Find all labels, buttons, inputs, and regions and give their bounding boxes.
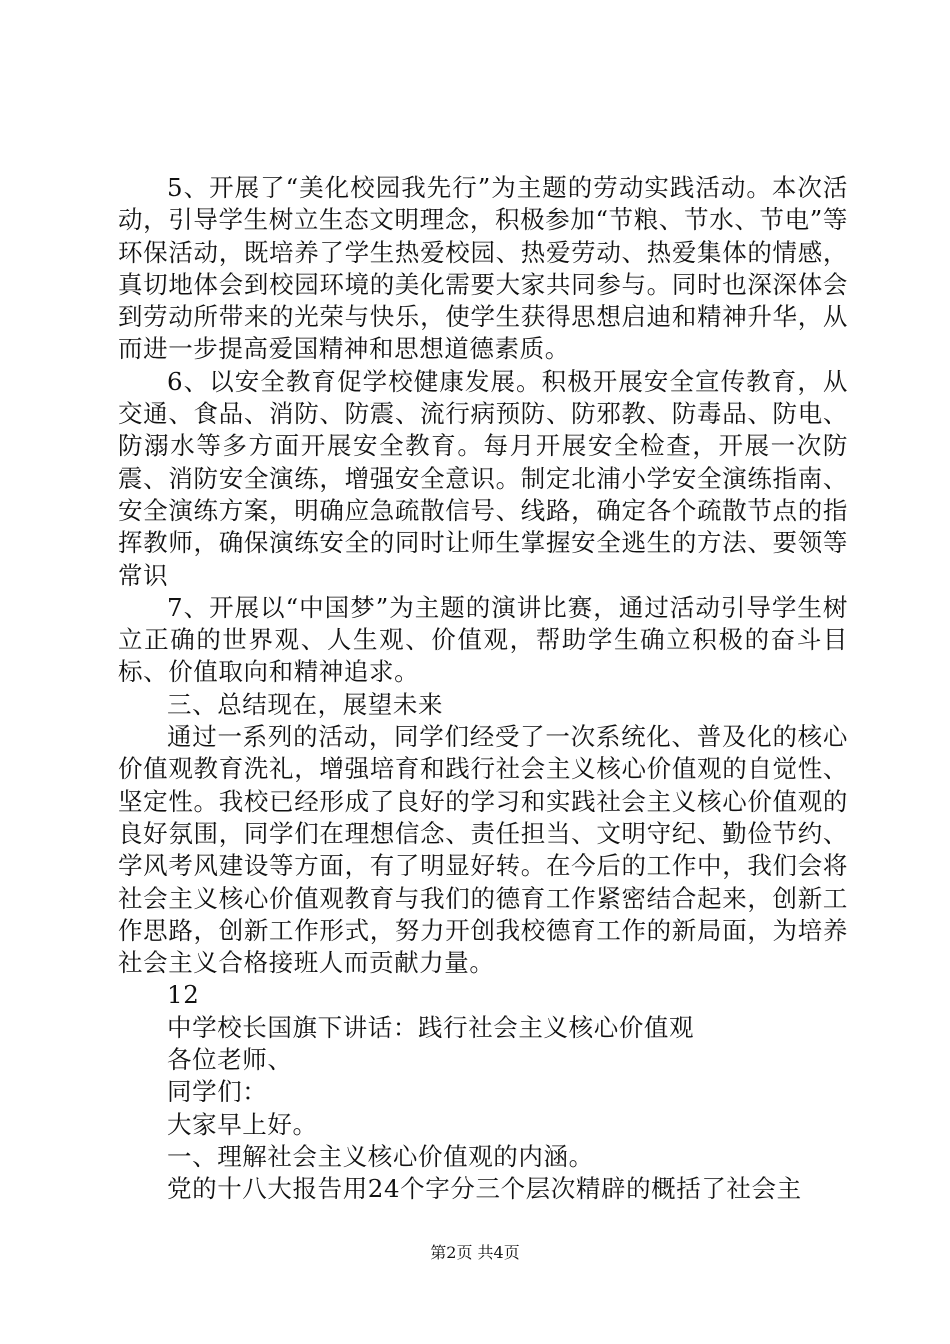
paragraph-activity-5: 5、开展了“美化校园我先行”为主题的劳动实践活动。本次活动，引导学生树立生态文明理念，积极参加“节粮、节水、节电”等环保活动，既培养了学生热爱校园、热爱劳动、热爱集体的情感，真切地体会到校园环境的美化需要大家共同参与。同时也深深体会到劳动所带来的光荣与快乐，使学生获得思想启迪和精神升华，从而进一步提高爱国精神和思想道德素质。	[118, 173, 848, 364]
section-heading-one: 一、理解社会主义核心价值观的内涵。	[167, 1141, 594, 1171]
greeting: 大家早上好。	[167, 1109, 318, 1139]
paragraph-activity-6: 6、以安全教育促学校健康发展。积极开展安全宣传教育，从交通、食品、消防、防震、流行病预防、防邪教、防毒品、防电、防溺水等多方面开展安全教育。每月开展安全检查，开展一次防震、消防安全演练，增强安全意识。制定北浦小学安全演练指南、安全演练方案，明确应急疏散信号、线路，确定各个疏散节点的指挥教师，确保演练安全的同时让师生掌握安全逃生的方法、要领等常识	[118, 366, 848, 590]
section-heading-summary: 三、总结现在，展望未来	[167, 689, 444, 719]
salutation-teachers: 各位老师、	[167, 1045, 293, 1075]
paragraph-last-line: 党的十八大报告用24个字分三个层次精辟的概括了社会主	[167, 1174, 802, 1204]
document-body	[118, 172, 848, 1206]
page-number-marker: 12	[167, 980, 200, 1010]
paragraph-activity-7: 7、开展以“中国梦”为主题的演讲比赛，通过活动引导学生树立正确的世界观、人生观、价值观，帮助学生确立积极的奋斗目标、价值取向和精神追求。	[118, 592, 848, 687]
paragraph-summary: 通过一系列的活动，同学们经受了一次系统化、普及化的核心价值观教育洗礼，增强培育和践行社会主义核心价值观的自觉性、坚定性。我校已经形成了良好的学习和实践社会主义核心价值观的良好氛围，同学们在理想信念、责任担当、文明守纪、勤俭节约、学风考风建设等方面，有了明显好转。在今后的工作中，我们会将社会主义核心价值观教育与我们的德育工作紧密结合起来，创新工作思路，创新工作形式，努力开创我校德育工作的新局面，为培养社会主义合格接班人而贡献力量。	[118, 722, 848, 978]
speech-title: 中学校长国旗下讲话：践行社会主义核心价值观	[167, 1012, 695, 1042]
page-footer: 第2页 共4页	[430, 1243, 520, 1262]
salutation-students: 同学们：	[167, 1077, 268, 1107]
